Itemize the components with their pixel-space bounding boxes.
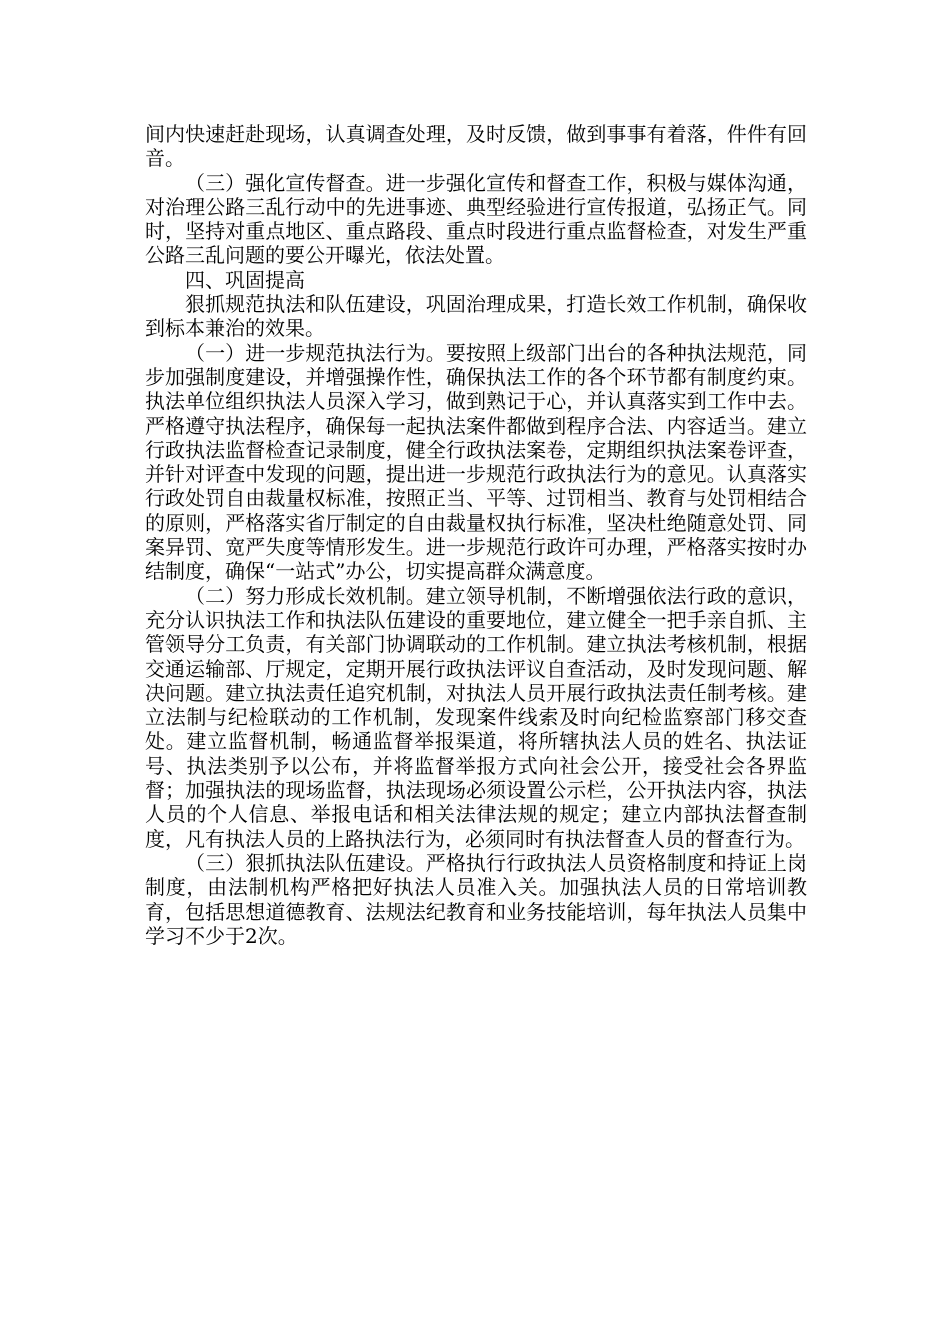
paragraph-standardize-enforcement: （一）进一步规范执法行为。要按照上级部门出台的各种执法规范，同步加强制度建设，并增强操作性，确保执法工作的各个环节都有制度约束。执法单位组织执法人员深入学习，做到熟记于心，并认真落实到工作中去。严格遵守执法程序，确保每一起执法案件都做到程序合法、内容适当。建立行政执法监督检查记录制度，健全行政执法案卷，定期组织执法案卷评查，并针对评查中发现的问题，提出进一步规范行政执法行为的意见。认真落实行政处罚自由裁量权标准，按照正当、平等、过罚相当、教育与处罚相结合的原则，严格落实省厅制定的自由裁量权执行标准，坚决杜绝随意处罚、同案异罚、宽严失度等情形发生。进一步规范行政许可办理，严格落实按时办结制度，确保“一站式”办公，切实提高群众满意度。	[145, 340, 807, 584]
paragraph-publicity-supervision: （三）强化宣传督查。进一步强化宣传和督查工作，积极与媒体沟通，对治理公路三乱行动中的先进事迹、典型经验进行宣传报道，弘扬正气。同时，坚持对重点地区、重点路段、重点时段进行重点监督检查，对发生严重公路三乱问题的要公开曝光，依法处置。	[145, 170, 807, 268]
paragraph-continuation: 间内快速赶赴现场，认真调查处理，及时反馈，做到事事有着落，件件有回音。	[145, 122, 807, 171]
paragraph-section-intro: 狠抓规范执法和队伍建设，巩固治理成果，打造长效工作机制，确保收到标本兼治的效果。	[145, 292, 807, 341]
paragraph-long-term-mechanism: （二）努力形成长效机制。建立领导机制，不断增强依法行政的意识，充分认识执法工作和执法队伍建设的重要地位，建立健全一把手亲自抓、主管领导分工负责，有关部门协调联动的工作机制。建立执法考核机制，根据交通运输部、厅规定，定期开展行政执法评议自查活动，及时发现问题、解决问题。建立执法责任追究机制，对执法人员开展行政执法责任制考核。建立法制与纪检联动的工作机制，发现案件线索及时向纪检监察部门移交查处。建立监督机制，畅通监督举报渠道，将所辖执法人员的姓名、执法证号、执法类别予以公布，并将监督举报方式向社会公开，接受社会各界监督；加强执法的现场监督，执法现场必须设置公示栏，公开执法内容，执法人员的个人信息、举报电话和相关法律法规的规定；建立内部执法督查制度，凡有执法人员的上路执法行为，必须同时有执法督查人员的督查行为。	[145, 583, 807, 851]
section-heading-consolidate: 四、巩固提高	[185, 267, 305, 292]
document-body	[145, 122, 807, 948]
paragraph-team-building: （三）狠抓执法队伍建设。严格执行行政执法人员资格制度和持证上岗制度，由法制机构严格把好执法人员准入关。加强执法人员的日常培训教育，包括思想道德教育、法规法纪教育和业务技能培训，每年执法人员集中学习不少于2次。	[145, 850, 807, 948]
